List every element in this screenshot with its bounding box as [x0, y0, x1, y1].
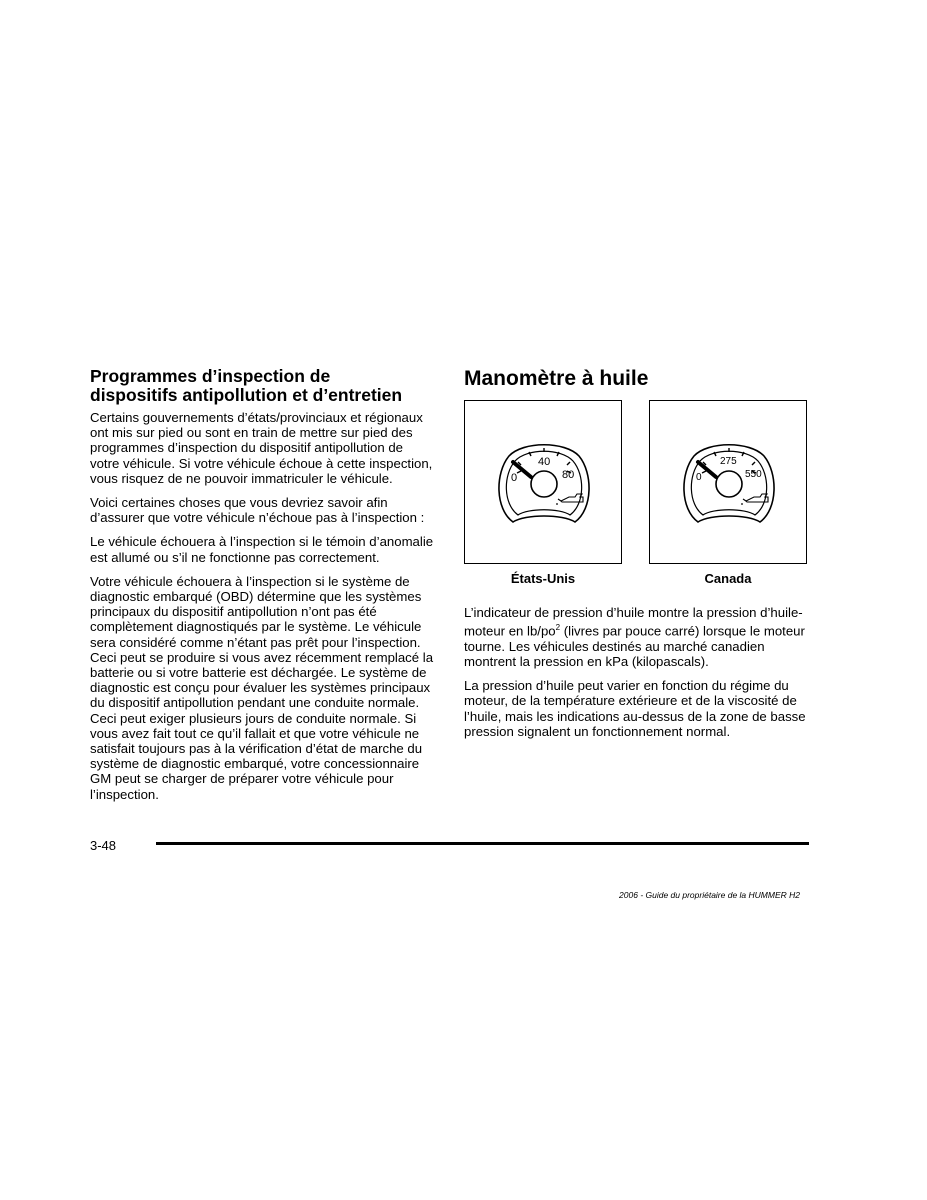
superscript: 2 — [555, 623, 561, 633]
gauge-figures — [464, 400, 809, 605]
footer-divider — [156, 842, 809, 845]
oil-pressure-gauge-canada-illustration — [650, 401, 808, 565]
gauge-figure-us — [464, 400, 622, 564]
paragraph: Certains gouvernements d’états/provinciaux et régionaux ont mis sur pied ou sont en train de mettre sur pied des programmes d’inspection du dispositif antipollution de votre véhicule. Si votre véhicule échoue à cette inspection, vous risquez de ne pouvoir immatriculer le véhicule. — [90, 410, 433, 486]
gauge-figure-canada — [649, 400, 807, 564]
paragraph-part: (livres par pouce carré) lorsque le moteur tourne. Les véhicules destinés au marché canadien montrent la pression en kPa (kilopascals). — [464, 623, 805, 669]
title-line-1: Programmes d’inspection de — [90, 366, 331, 386]
paragraph: Voici certaines choses que vous devriez savoir afin d’assurer que votre véhicule n’échoue pas à l’inspection : — [90, 495, 425, 526]
gauge-ca-min-label: 0 — [696, 472, 702, 483]
gauge-us-min-label: 0 — [511, 472, 518, 484]
gauge-caption-canada: Canada — [704, 571, 752, 586]
gauge-us-max-label: 80 — [562, 469, 575, 481]
title-line-2: dispositifs antipollution et d’entretien — [90, 385, 403, 405]
paragraph: Le véhicule échouera à l’inspection si le témoin d’anomalie est allumé ou s’il ne fonctionne pas correctement. — [90, 534, 434, 565]
paragraph: Votre véhicule échouera à l’inspection si le système de diagnostic embarqué (OBD) détermine que les systèmes principaux du dispositif antipollution n’ont pas été complètement diagnostiqués par le système. Le véhicule sera considéré comme n’étant pas prêt pour l’inspection. Ceci peut se produire si vous avez récemment remplacé la batterie ou si votre batterie est déchargée. Le système de diagnostic est conçu pour évaluer les systèmes principaux du dispositif antipollution pendant une conduite normale. Ceci peut exiger plusieurs jours de conduite normale. Si vous avez fait tout ce qu’il fallait et que votre véhicule ne satisfait toujours pas à la vérification d’état de marche du système de diagnostic embarqué, votre concessionnaire GM peut se charger de préparer votre véhicule pour l’inspection. — [90, 573, 434, 802]
oil-pressure-gauge-us-illustration — [465, 401, 623, 565]
footer-guide-title: 2006 - Guide du propriétaire de la HUMMER H2 — [619, 890, 800, 900]
gauge-ca-max-label: 550 — [745, 469, 762, 480]
paragraph-part: L’indicateur de pression d’huile montre la pression d’huile-moteur en lb/po — [464, 605, 803, 639]
section-title-oil-gauge: Manomètre à huile — [464, 367, 649, 390]
gauge-caption-us: États-Unis — [510, 571, 576, 586]
paragraph-oil-variation: La pression d’huile peut varier en fonction du régime du moteur, de la température extérieure et de la viscosité de l’huile, mais les indications au-dessus de la zone de basse pression signalent un fonctionnement normal. — [464, 678, 806, 739]
left-column — [90, 367, 435, 811]
section-title-inspection — [90, 367, 435, 405]
gauge-us-mid-label: 40 — [538, 456, 551, 468]
gauge-ca-mid-label: 275 — [720, 456, 737, 467]
paragraph-oil-indicator — [464, 605, 809, 669]
right-column — [464, 367, 809, 748]
page-number: 3-48 — [90, 838, 117, 853]
